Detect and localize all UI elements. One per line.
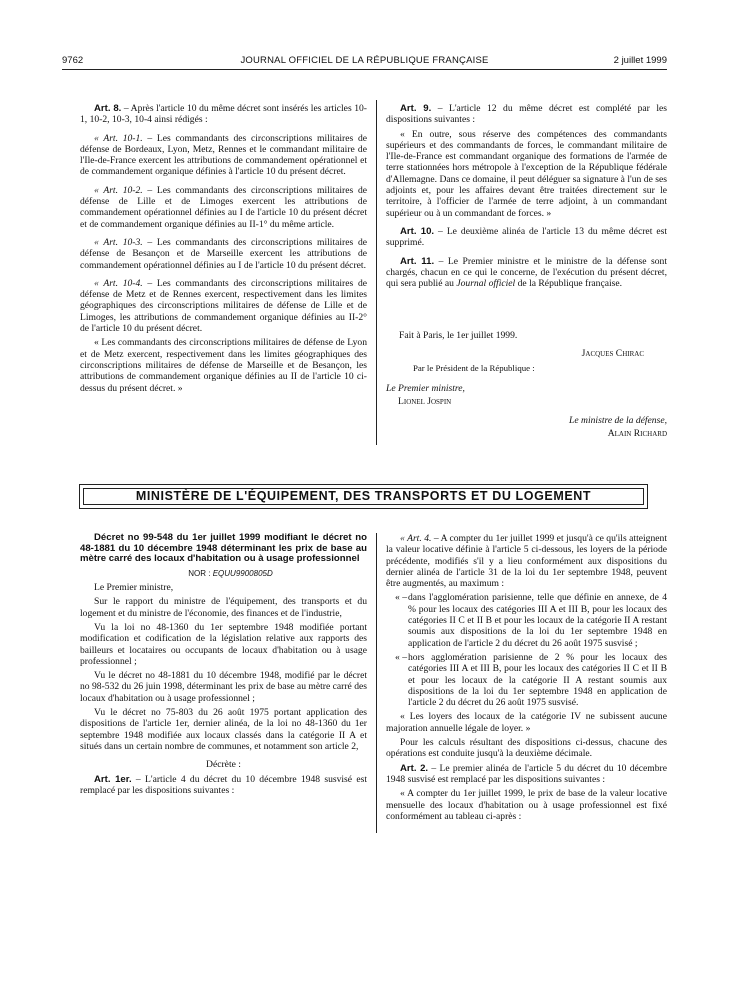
by-president-label: Par le Président de la République :: [413, 363, 535, 373]
header-rule: [62, 69, 667, 70]
calculation-paragraph: Pour les calculs résultant des dispositions ci-dessus, chacune des opérations est conduite jusqu'à la deuxième décimale.: [386, 737, 667, 760]
article-11: Art. 11. – Le Premier ministre et le ministre de la défense sont chargés, chacun en ce qui le concerne, de l'exécution du présent décret, qui sera publié au Journal officiel de la République française.: [386, 255, 667, 290]
article-10: Art. 10. – Le deuxième alinéa de l'article 13 du même décret est supprimé.: [386, 225, 667, 249]
decree-preamble-1: Le Premier ministre,: [94, 582, 174, 594]
article-4: « Art. 4. – A compter du 1er juillet 1999 et jusqu'à ce qu'ils atteignent la valeur locative définie à l'article 5 ci-dessous, les loyers de la période précédente, modifiés s'il y a lieu conformément aux dispositions du dernier alinéa de l'article 31 de la loi du 1er septembre 1948, peuvent être augmentés, au maximum :: [386, 533, 667, 590]
prime-minister-title: Le Premier ministre,: [386, 383, 465, 394]
bottom-right-column: [386, 533, 667, 825]
article-10-3: « Art. 10-3. – Les commandants des circonscriptions militaires de défense de Besançon et de Marseille exercent les attributions de commandement opérationnel définies au I de l'article 10 du présent décret.: [80, 236, 367, 271]
defense-minister-name: Alain Richard: [607, 428, 667, 439]
signer-president: Jacques Chirac: [581, 348, 644, 359]
prime-minister-name: Lionel Jospin: [398, 396, 452, 407]
article-10-4-paragraph-2: « Les commandants des circonscriptions militaires de défense de Lyon et de Metz exercent, respectivement dans les limites géographiques des circonscriptions militaires de défense de Marseille et de Besançon, les attributions de commandement organique définies au II de l'article 10 ci-dessus du présent décret. »: [80, 337, 367, 394]
decree-preamble-5: Vu le décret no 75-803 du 26 août 1975 portant application des dispositions de l'article 1er, dernier alinéa, de la loi no 48-1360 du 1er septembre 1948 modifiée aux locaux classés dans la catégorie II A et situés dans un certain nombre de communes, et notamment son article 2,: [80, 707, 367, 752]
top-right-column: [386, 103, 667, 292]
page-number: 9762: [62, 55, 84, 66]
list-item: « – dans l'agglomération parisienne, telle que définie en annexe, de 4 % pour les locaux des catégories III A et III B, pour les locaux des catégories II C et II B et pour les locaux de la catégorie II A restant soumis aux dispositions de la loi du 1er septembre 1948 en application de l'article 2 du décret du 26 août 1975 susvisé ;: [395, 592, 667, 649]
article-10-4: « Art. 10-4. – Les commandants des circonscriptions militaires de défense de Metz et de Rennes exercent, respectivement dans les limites géographiques des circonscriptions militaires de défense de Lille et de Limoges, les attributions de commandement organique définies au II-2° de l'article 10 du présent décret.: [80, 277, 367, 335]
issue-date: 2 juillet 1999: [613, 55, 667, 66]
decree-preamble-3: Vu la loi no 48-1360 du 1er septembre 1948 modifiée portant modification et codification de la législation relative aux rapports des bailleurs et locataires ou occupants de locaux d'habitation ou à usage professionnel ;: [80, 621, 367, 667]
article-1: Art. 1er. – L'article 4 du décret du 10 décembre 1948 susvisé est remplacé par les dispositions suivantes :: [80, 773, 367, 796]
column-divider-bottom: [376, 533, 377, 833]
list-item: « – hors agglomération parisienne de 2 % pour les locaux des catégories III A et III B, pour les locaux des catégories II C et II B et pour les locaux de la catégorie II A restant soumis aux dispositions de la loi du 1er septembre 1948 en application de l'article 2 du décret du 26 août 1975 susvisé.: [395, 651, 667, 709]
article-9-quote: « En outre, sous réserve des compétences des commandants supérieurs et des commandants de forces, le commandant militaire de l'Ile-de-France est commandant organique des formations de l'armée de terre stationnées hors métropole à l'exception de la République fédérale d'Allemagne. Dans ce domaine, il peut déléguer sa signature à l'un de ses adjoints et, pour les affaires devant être traitées directement sur le territoire, à l'officier de l'armée de terre adjoint, à un commandant supérieur ou à un commandant de forces. »: [386, 128, 667, 219]
category-iv-paragraph: « Les loyers des locaux de la catégorie IV ne subissent aucune majoration annuelle légale de loyer. »: [386, 711, 667, 734]
article-9: Art. 9. – L'article 12 du même décret est complété par les dispositions suivantes :: [386, 103, 667, 126]
top-left-column: [80, 103, 367, 397]
column-divider-top: [376, 100, 377, 445]
decree-title: Décret no 99-548 du 1er juillet 1999 modifiant le décret no 48-1881 du 10 décembre 1948 déterminant les prix de base au mètre carré des locaux d'habitation ou à usage professionnel: [80, 532, 367, 565]
bottom-left-column: [80, 533, 367, 799]
decree-preamble-2: Sur le rapport du ministre de l'équipement, des transports et du logement et du ministre de l'économie, des finances et de l'industrie,: [80, 596, 367, 619]
journal-title: JOURNAL OFFICIEL DE LA RÉPUBLIQUE FRANÇAISE: [240, 55, 489, 66]
article-8: Art. 8. – Après l'article 10 du même décret sont insérés les articles 10-1, 10-2, 10-3, 10-4 ainsi rédigés :: [80, 103, 367, 126]
article-2-quote: « A compter du 1er juillet 1999, le prix de base de la valeur locative mensuelle des locaux d'habitation ou à usage professionnel est fixé conformément au tableau ci-après :: [386, 788, 667, 822]
ministry-banner-title: MINISTÈRE DE L'ÉQUIPEMENT, DES TRANSPORTS ET DU LOGEMENT: [83, 488, 644, 505]
defense-minister-title: Le ministre de la défense,: [569, 415, 667, 426]
nor-reference: NOR : EQUU9900805D: [188, 568, 273, 578]
page-header: [62, 52, 667, 70]
ministry-banner: [79, 484, 648, 509]
signing-place-date: Fait à Paris, le 1er juillet 1999.: [399, 330, 518, 341]
article-2: Art. 2. – Le premier alinéa de l'article 5 du décret du 10 décembre 1948 susvisé est remplacé par les dispositions suivantes :: [386, 762, 667, 785]
article-10-2: « Art. 10-2. – Les commandants des circonscriptions militaires de défense de Lille et de Limoges exercent les attributions de commandement opérationnel définies au I de l'article 10 du présent décret et de commandement organique définies au II-1° du même article.: [80, 184, 367, 230]
decrete-heading: Décrète :: [206, 759, 241, 771]
decree-preamble-4: Vu le décret no 48-1881 du 10 décembre 1948, modifié par le décret no 98-532 du 26 juin 1998, déterminant les prix de base au mètre carré des locaux d'habitation ou à usage professionnel ;: [80, 670, 367, 704]
article-10-1: « Art. 10-1. – Les commandants des circonscriptions militaires de défense de Bordeaux, Lyon, Metz, Rennes et le commandant militaire de l'Ile-de-France exercent les attributions de commandement opérationnel et de commandement organique définies à l'article 10 du présent décret.: [80, 132, 367, 178]
